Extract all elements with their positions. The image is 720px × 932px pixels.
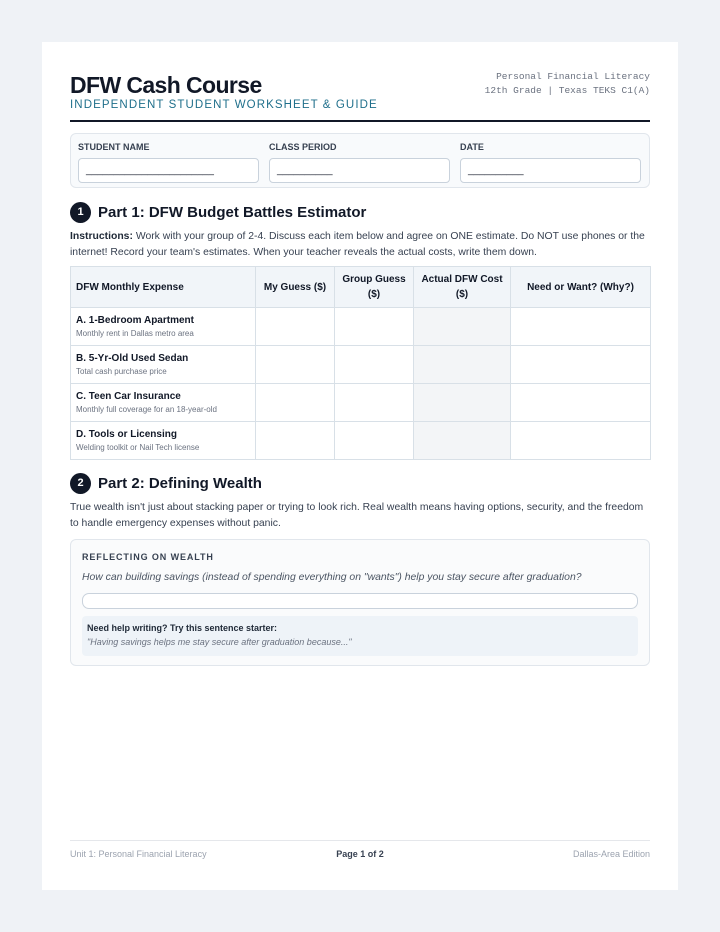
my-guess-cell[interactable]: [256, 422, 335, 460]
reflection-question: How can building savings (instead of spending everything on "wants") help you stay secure after graduation?: [82, 572, 582, 583]
table-row: [71, 346, 651, 384]
actual-cost-cell[interactable]: [414, 346, 511, 384]
table-header-row: [71, 267, 651, 308]
actual-cost-cell[interactable]: [414, 422, 511, 460]
reflection-title: REFLECTING ON WEALTH: [82, 552, 214, 562]
course-meta-subject: Personal Financial Literacy: [496, 71, 650, 82]
sentence-starter-text: "Having savings helps me stay secure after graduation because...": [87, 637, 352, 647]
budget-estimator-table: [70, 266, 651, 460]
expense-description: Welding toolkit or Nail Tech license: [76, 443, 200, 452]
page-title: DFW Cash Course: [70, 72, 262, 98]
col-header-need-or-want: Need or Want? (Why?): [511, 267, 651, 308]
reflection-box: [70, 539, 650, 666]
course-meta: [485, 70, 650, 98]
header-divider: [70, 120, 650, 122]
student-name-label: STUDENT NAME: [78, 142, 150, 152]
expense-description: Monthly rent in Dallas metro area: [76, 329, 194, 338]
expense-description: Monthly full coverage for an 18-year-old: [76, 405, 217, 414]
date-label: DATE: [460, 142, 484, 152]
col-header-actual-cost: Actual DFW Cost ($): [414, 267, 511, 308]
footer-page-number: Page 1 of 2: [336, 849, 384, 859]
class-period-label: CLASS PERIOD: [269, 142, 337, 152]
student-info-box: [70, 133, 650, 188]
footer-unit: Unit 1: Personal Financial Literacy: [70, 849, 207, 859]
instructions-label: Instructions:: [70, 231, 133, 242]
actual-cost-cell[interactable]: [414, 308, 511, 346]
date-input[interactable]: __________: [460, 158, 641, 183]
reflection-answer-input[interactable]: [82, 593, 638, 609]
student-name-field: [78, 142, 259, 183]
table-row: [71, 308, 651, 346]
expense-cell: [71, 422, 256, 460]
part1-title: Part 1: DFW Budget Battles Estimator: [98, 204, 367, 221]
my-guess-cell[interactable]: [256, 384, 335, 422]
expense-name: A. 1-Bedroom Apartment: [76, 315, 194, 326]
part1-number-badge: 1: [70, 202, 91, 223]
expense-name: D. Tools or Licensing: [76, 429, 177, 440]
instructions-text: Work with your group of 2-4. Discuss each item below and agree on ONE estimate. Do NOT use phones or the internet! Record your team's estimates. When your teacher reveals the actual costs, write them down.: [70, 231, 645, 258]
col-header-my-guess: My Guess ($): [256, 267, 335, 308]
footer-edition: Dallas-Area Edition: [572, 849, 650, 859]
course-meta-grade: 12th Grade | Texas TEKS C1(A): [484, 85, 650, 96]
date-field: [460, 142, 641, 183]
sentence-starter-label: Need help writing? Try this sentence starter:: [87, 623, 278, 633]
group-guess-cell[interactable]: [335, 346, 414, 384]
my-guess-cell[interactable]: [256, 346, 335, 384]
student-name-input[interactable]: _______________________: [78, 158, 259, 183]
table-row: [71, 384, 651, 422]
class-period-field: [269, 142, 450, 183]
worksheet-header: [70, 70, 650, 122]
part2-number-badge: 2: [70, 473, 91, 494]
part2-title: Part 2: Defining Wealth: [98, 475, 262, 492]
expense-cell: [71, 384, 256, 422]
sentence-starter-box: [82, 616, 638, 656]
expense-description: Total cash purchase price: [76, 367, 167, 376]
need-or-want-cell[interactable]: [511, 346, 651, 384]
expense-name: B. 5-Yr-Old Used Sedan: [76, 353, 189, 364]
actual-cost-cell[interactable]: [414, 384, 511, 422]
group-guess-cell[interactable]: [335, 384, 414, 422]
table-row: [71, 422, 651, 460]
group-guess-cell[interactable]: [335, 308, 414, 346]
page-subtitle: INDEPENDENT STUDENT WORKSHEET & GUIDE: [70, 99, 378, 111]
col-header-expense: DFW Monthly Expense: [71, 267, 256, 308]
part2-intro: True wealth isn't just about stacking paper or trying to look rich. Real wealth means having options, security, and the freedom to handle emergency expenses without panic.: [70, 502, 644, 529]
group-guess-cell[interactable]: [335, 422, 414, 460]
need-or-want-cell[interactable]: [511, 308, 651, 346]
need-or-want-cell[interactable]: [511, 422, 651, 460]
class-period-input[interactable]: __________: [269, 158, 450, 183]
expense-name: C. Teen Car Insurance: [76, 391, 181, 402]
footer-divider: [70, 840, 650, 841]
expense-cell: [71, 308, 256, 346]
part1-instructions: [70, 229, 650, 260]
my-guess-cell[interactable]: [256, 308, 335, 346]
worksheet-page: [42, 42, 678, 890]
expense-cell: [71, 346, 256, 384]
need-or-want-cell[interactable]: [511, 384, 651, 422]
col-header-group-guess: Group Guess ($): [335, 267, 414, 308]
